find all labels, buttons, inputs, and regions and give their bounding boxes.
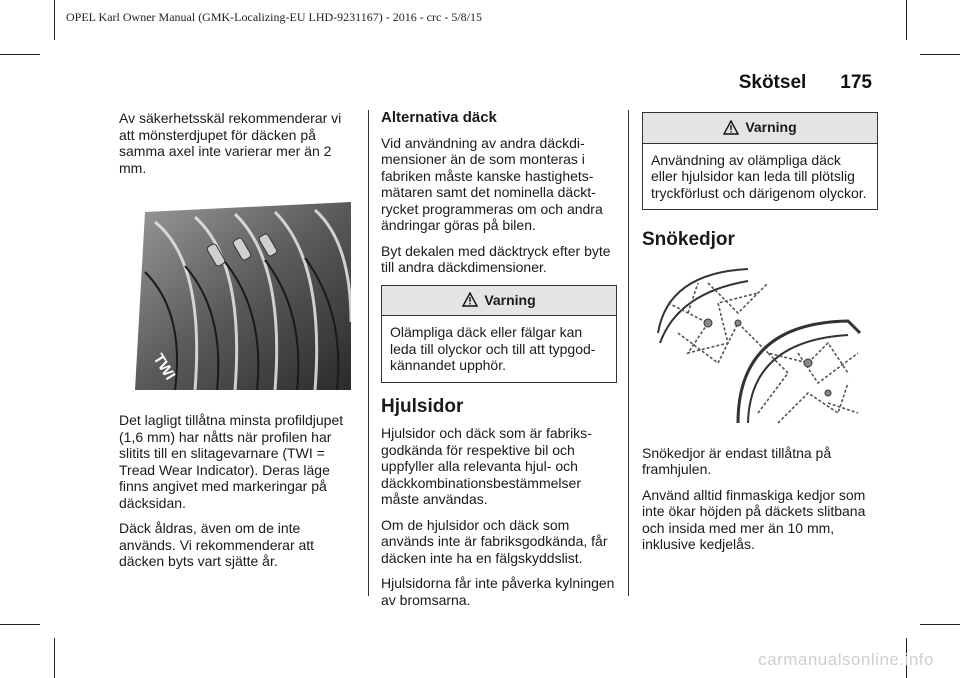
snow-chains-figure (648, 263, 878, 431)
warning-box (381, 285, 617, 383)
column-2 (381, 110, 617, 617)
paragraph: Det lagligt tillåtna minsta profildjupet (1,6 mm) har nåtts när profilen har slitits till en slitagevarnare (TWI = Tread Wear Indicator). Deras läge finns angivet med markeringar på däcksidan. (119, 412, 344, 511)
section-heading-hubcaps: Hjulsidor (381, 395, 464, 417)
paragraph: Hjulsidorna får inte påverka kylningen av bromsarna. (381, 575, 615, 608)
warning-box (642, 112, 878, 210)
warning-title: Varning (484, 291, 536, 308)
crop-mark (920, 624, 960, 625)
paragraph: Om de hjulsidor och däck som används inte är fabriksgodkända, får däcken inte ha en fälgskyddslist. (381, 516, 608, 566)
column-rule (368, 110, 369, 596)
section-heading-snow-chains: Snökedjor (642, 229, 735, 250)
warning-triangle-icon (462, 292, 478, 307)
crop-mark (54, 0, 55, 40)
crop-mark (0, 54, 40, 55)
warning-text: Användning av olämpliga däck eller hjulsidor kan leda till plötslig tryckförlust och därigenom olyckor. (651, 151, 867, 201)
paragraph: Byt dekalen med däcktryck efter byte till andra däckdimensioner. (381, 242, 611, 275)
crop-mark (54, 638, 55, 678)
crop-mark (906, 0, 907, 40)
warning-title: Varning (745, 119, 797, 135)
warning-header (382, 286, 616, 317)
tire-tread-figure (125, 202, 357, 390)
paragraph: Vid användning av andra däckdimensioner än de som monteras i fabriken måste kanske hastighetsmätaren samt det nominella däcktrycket programmeras om och andra ändringar göras på bilen. (381, 134, 603, 233)
column-1 (119, 110, 357, 579)
paragraph: Snökedjor är endast tillåtna på framhjulen. (642, 444, 832, 477)
column-3 (642, 110, 878, 562)
warning-header (643, 113, 877, 144)
running-header (739, 72, 872, 94)
subheading-alternative-tires: Alternativa däck (381, 109, 497, 126)
header-meta: OPEL Karl Owner Manual (GMK-Localizing-EU LHD-9231167) - 2016 - crc - 5/8/15 (66, 10, 482, 24)
paragraph: Använd alltid finmaskiga kedjor som inte ökar höjden på däckets slitbana och insida med mer än 10 mm, inklusive kedjelås. (642, 486, 866, 552)
page-number: 175 (840, 72, 872, 93)
paragraph: Däck åldras, även om de inte används. Vi rekommenderar att däcken byts vart sjätte år. (119, 520, 315, 569)
column-rule (628, 110, 629, 596)
snow-chains-illustration (648, 263, 866, 431)
warning-triangle-icon (723, 120, 739, 135)
paragraph: Av säkerhetsskäl rekommenderar vi att mönsterdjupet för däcken på samma axel inte varierar mer än 2 mm. (119, 110, 342, 176)
warning-text: Olämpliga däck eller fälgar kan leda till olyckor och till att typgodkännandet upphör. (390, 324, 596, 373)
twi-label: TWI (149, 350, 179, 384)
tread-wear-illustration (125, 202, 351, 390)
crop-mark (0, 624, 40, 625)
watermark: carmanualsonline.info (758, 650, 934, 669)
paragraph: Hjulsidor och däck som är fabriksgodkända för respektive bil och uppfyller alla relevanta hjul- och däckkombinationsbestämmelser måste användas. (381, 425, 592, 507)
running-title: Skötsel (738, 72, 807, 93)
crop-mark (920, 54, 960, 55)
